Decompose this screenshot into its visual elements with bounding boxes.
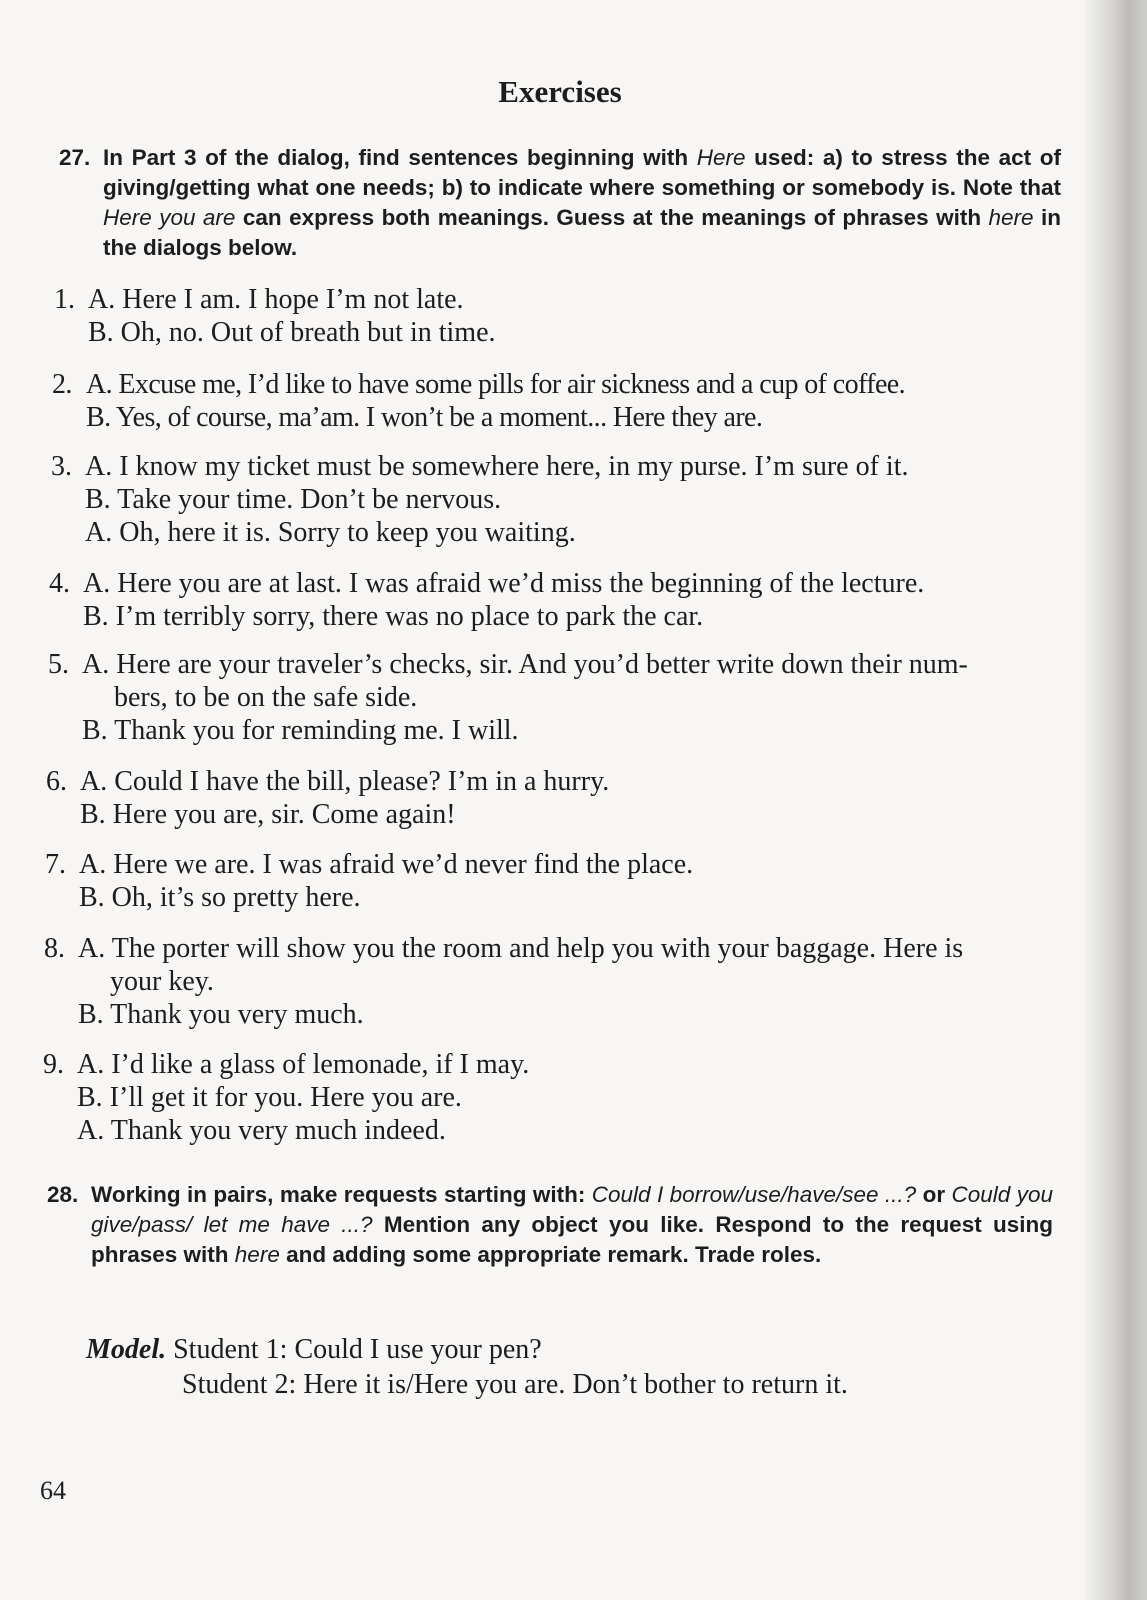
dialog-line: your key. [110, 966, 214, 997]
page-edge-shadow [1085, 0, 1147, 1600]
dialog-number: 5. [48, 649, 69, 680]
dialog-line: A. The porter will show you the room and help you with your baggage. Here is [78, 933, 964, 964]
dialog-line: B. Yes, of course, ma’am. I won’t be a moment... Here they are. [86, 402, 763, 433]
dialog-line: A. I know my ticket must be somewhere here, in my purse. I’m sure of it. [85, 451, 909, 482]
dialog-number: 3. [51, 451, 72, 482]
dialog-1 [54, 283, 496, 349]
model-label: Model. [86, 1334, 167, 1365]
task-text: and adding some appropriate remark. Trade roles. [279, 1242, 822, 1267]
dialog-line: B. Take your time. Don’t be nervous. [85, 484, 502, 515]
task-text: or [916, 1182, 952, 1207]
task-italic: here [988, 205, 1034, 230]
dialog-4 [49, 567, 925, 633]
task-27 [59, 143, 1062, 263]
task-italic: Could I borrow/use/have/see ...? [591, 1182, 917, 1207]
dialog-line: B. Thank you very much. [78, 999, 364, 1030]
dialog-line: A. Oh, here it is. Sorry to keep you waiting. [85, 517, 576, 548]
dialog-7 [45, 848, 694, 914]
model-student-2: Student 2: Here it is/Here you are. Don’t bother to return it. [182, 1369, 848, 1400]
dialog-line: A. Could I have the bill, please? I’m in a hurry. [80, 766, 610, 797]
dialog-number: 4. [49, 568, 70, 599]
dialog-6 [46, 765, 610, 831]
dialog-number: 7. [45, 849, 66, 880]
dialog-line: A. I’d like a glass of lemonade, if I may. [77, 1049, 530, 1080]
dialog-2 [52, 368, 906, 434]
dialog-number: 6. [46, 766, 67, 797]
dialog-5 [48, 648, 968, 747]
dialog-line: A. Thank you very much indeed. [77, 1115, 446, 1146]
task-number: 28. [47, 1182, 79, 1207]
dialog-line: B. Oh, no. Out of breath but in time. [88, 317, 496, 348]
task-italic: Here [696, 145, 746, 170]
model-student-1: Student 1: Could I use your pen? [173, 1334, 542, 1365]
dialog-line: A. Excuse me, I’d like to have some pills for air sickness and a cup of coffee. [86, 369, 906, 400]
dialog-line: A. Here you are at last. I was afraid we’d miss the beginning of the lecture. [83, 568, 925, 599]
model-example [86, 1332, 848, 1402]
dialog-line: A. Here I am. I hope I’m not late. [88, 284, 464, 315]
dialog-line: B. I’ll get it for you. Here you are. [77, 1082, 462, 1113]
dialog-line: bers, to be on the safe side. [114, 682, 418, 713]
dialog-number: 8. [44, 933, 65, 964]
dialog-line: A. Here are your traveler’s checks, sir. And you’d better write down their num- [82, 649, 968, 680]
dialog-3 [51, 450, 909, 549]
dialog-number: 2. [52, 369, 72, 400]
task-text: used: a) to stress the act of giving/getting what one needs; b) to indicate where something or somebody is. Note that [103, 145, 1061, 200]
dialog-number: 9. [43, 1049, 64, 1080]
dialog-9 [43, 1048, 530, 1147]
task-italic: here [234, 1242, 280, 1267]
task-number: 27. [59, 145, 91, 170]
dialog-line: A. Here we are. I was afraid we’d never find the place. [79, 849, 694, 880]
task-italic: Could you give/pass/ let me have ...? [91, 1182, 1053, 1237]
dialog-line: B. Oh, it’s so pretty here. [79, 882, 361, 913]
task-text: Working in pairs, make requests starting with: [91, 1182, 592, 1207]
task-28 [47, 1180, 1053, 1270]
task-text: in the dialogs below. [103, 205, 1062, 260]
task-text: In Part 3 of the dialog, find sentences beginning with [103, 145, 697, 170]
task-text: can express both meanings. Guess at the meanings of phrases with [235, 205, 989, 230]
page-title: Exercises [498, 74, 622, 109]
dialog-line: B. I’m terribly sorry, there was no place to park the car. [83, 601, 704, 632]
dialog-8 [44, 932, 964, 1031]
dialog-line: B. Thank you for reminding me. I will. [82, 715, 519, 746]
page-number: 64 [40, 1476, 66, 1505]
task-text: Mention any object you like. Respond to the request using phrases with [91, 1212, 1053, 1267]
task-italic: Here you are [103, 205, 236, 230]
dialog-number: 1. [54, 284, 75, 315]
dialog-line: B. Here you are, sir. Come again! [80, 799, 456, 830]
